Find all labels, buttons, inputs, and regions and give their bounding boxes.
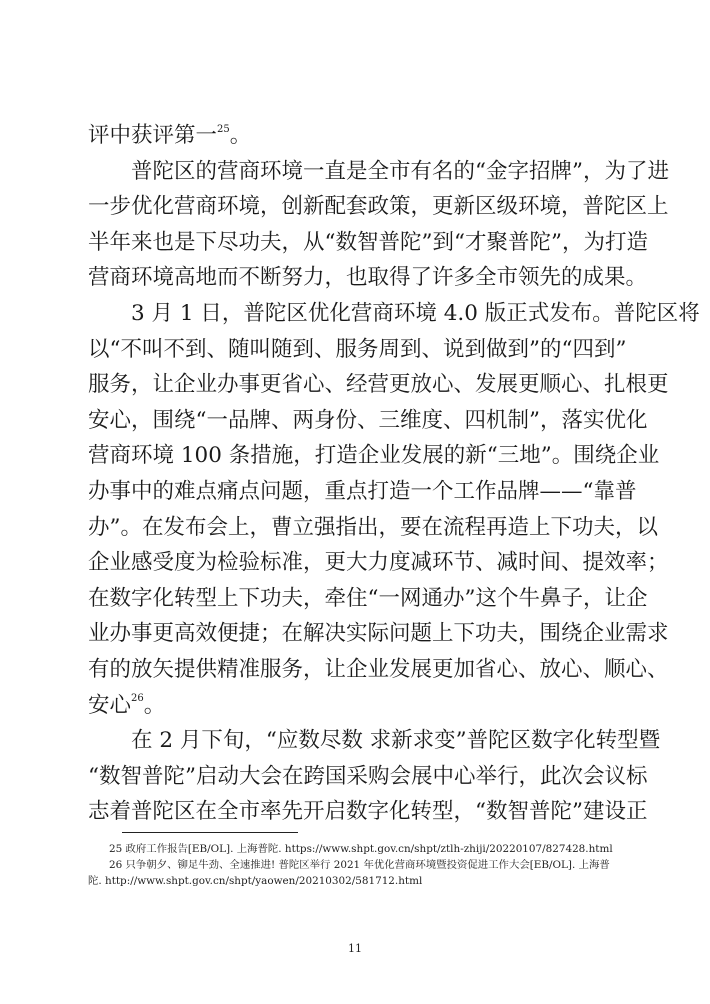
paragraph-continuation <box>88 118 628 154</box>
footnotes <box>88 841 628 889</box>
text-line: 服务，让企业办事更省心、经营更放心、发展更顺心、扎根更 <box>88 372 669 398</box>
text-line: 普陀区的营商环境一直是全市有名的“金字招牌”，为了进 <box>131 158 669 184</box>
body-text <box>88 118 700 830</box>
text-run: 安心 <box>88 692 132 718</box>
footnote-ref-26[interactable]: 26 <box>131 693 144 705</box>
text-line: 办”。在发布会上，曹立强指出，要在流程再造上下功夫，以 <box>88 514 658 540</box>
footnote-26: 26 只争朝夕、铆足牛劲、全速推进! 普陀区举行 2021 年优化营商环境暨投资促进工作大会[EB/OL]. 上海普 <box>109 859 610 871</box>
text-line: 在数字化转型上下功夫，牵住“一网通办”这个牛鼻子，让企 <box>88 585 648 611</box>
text-line: 业办事更高效便捷；在解决实际问题上下功夫，围绕企业需求 <box>88 621 669 647</box>
text-line: 企业感受度为检验标准，更大力度减环节、减时间、提效率； <box>88 550 669 576</box>
text-line: 营商环境高地而不断努力，也取得了许多全市领先的成果。 <box>88 265 648 291</box>
text-line: 安心，围绕“一品牌、两身份、三维度、四机制”，落实优化 <box>88 407 648 433</box>
text-line: 半年来也是下尽功夫，从“数智普陀”到“才聚普陀”，为打造 <box>88 229 648 255</box>
text-line: 营商环境 100 条措施，打造企业发展的新“三地”。围绕企业 <box>88 443 660 469</box>
text-line: 以“不叫不到、随叫随到、服务周到、说到做到”的“四到” <box>88 336 627 362</box>
text-line: 办事中的难点痛点问题，重点打造一个工作品牌——“靠普 <box>88 478 637 504</box>
text-line: “数智普陀”启动大会在跨国采购会展中心举行，此次会议标 <box>88 763 648 789</box>
text-line: 3 月 1 日，普陀区优化营商环境 4.0 版正式发布。普陀区将 <box>131 300 700 326</box>
footnote-26-continuation: 陀. http://www.shpt.gov.cn/shpt/yaowen/20210302/581712.html <box>88 875 423 887</box>
text-line: 志着普陀区在全市率先开启数字化转型，“数智普陀”建设正 <box>88 799 648 825</box>
footnote-ref-25[interactable]: 25 <box>217 123 230 135</box>
text-line <box>88 688 628 724</box>
paragraph-version-4-release <box>88 296 700 723</box>
text-line <box>88 118 628 154</box>
text-run: 。 <box>143 692 166 718</box>
text-line: 有的放矢提供精准服务，让企业发展更加省心、放心、顺心、 <box>88 656 669 682</box>
text-line: 在 2 月下旬，“应数尽数 求新求变”普陀区数字化转型暨 <box>131 728 661 754</box>
page-number: 11 <box>348 942 362 955</box>
footnote-divider <box>122 832 298 833</box>
paragraph-business-environment <box>88 154 669 296</box>
text-run: 。 <box>229 123 252 148</box>
text-run: 评中获评第一 <box>88 123 218 148</box>
paragraph-digital-transformation <box>88 723 661 830</box>
footnote-25: 25 政府工作报告[EB/OL]. 上海普陀. https://www.shpt.gov.cn/shpt/ztlh-zhiji/20220107/827428.html <box>109 843 613 855</box>
text-line: 一步优化营商环境，创新配套政策，更新区级环境，普陀区上 <box>88 194 669 220</box>
